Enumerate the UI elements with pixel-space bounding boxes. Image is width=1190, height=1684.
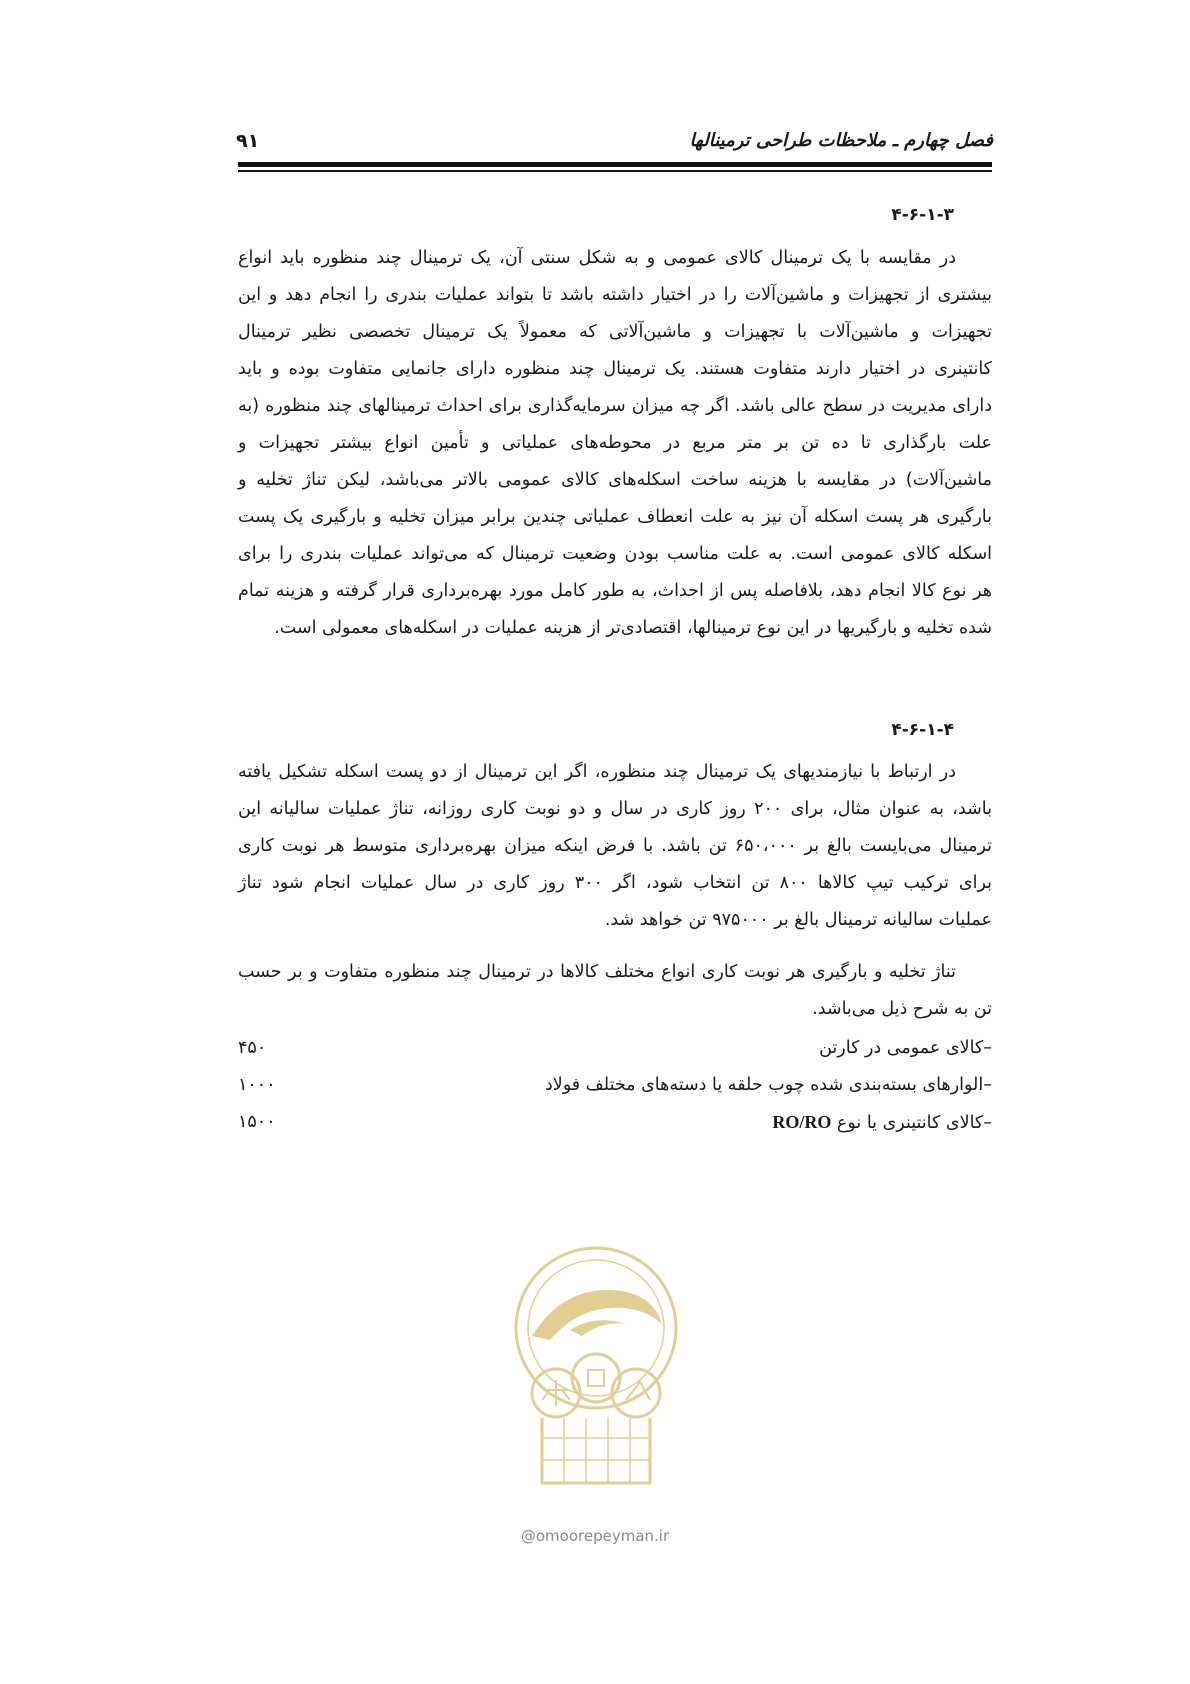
- watermark-url: @omoorepeyman.ir: [520, 1527, 670, 1545]
- ro-ro-label: RO/RO: [772, 1112, 832, 1132]
- paragraph-line: اسکله کالای عمومی است. به علت مناسب بودن وضعیت ترمینال که می‌تواند عملیات بندری را برای: [238, 544, 992, 564]
- paragraph-line: تن به شرح ذیل می‌باشد.: [812, 999, 992, 1019]
- paragraph-line: کانتینری در اختیار دارند متفاوت هستند. یک ترمینال چند منظوره دارای جانمایی متفاوت بوده و باید: [238, 359, 992, 379]
- header-rule-thin: [238, 170, 992, 172]
- section-heading-4-6-1-3: ۴-۶-۱-۳: [891, 205, 954, 225]
- section-heading-4-6-1-4: ۴-۶-۱-۴: [891, 720, 954, 740]
- section2-paragraph-2: [238, 954, 992, 1028]
- list-item-label: –کالای عمومی در کارتن: [819, 1038, 992, 1058]
- list-item-value: ۱۰۰۰: [238, 1075, 276, 1095]
- paragraph-line: در ارتباط با نیازمندیهای یک ترمینال چند منظوره، اگر این ترمینال از دو پست اسکله تشکیل یافته: [238, 762, 956, 782]
- list-item: [238, 1075, 992, 1111]
- paragraph-line: هر نوع کالا انجام دهد، بلافاصله پس از احداث، به طور کامل مورد بهره‌برداری قرار گرفته و هزینه تمام: [238, 581, 992, 601]
- paragraph-line: ترمینال می‌بایست بالغ بر ۶۵۰،۰۰۰ تن باشد. با فرض اینکه میزان بهره‌برداری متوسط هر نوبت کاری: [238, 836, 992, 856]
- paragraph-line: تناژ تخلیه و بارگیری هر نوبت کاری انواع مختلف کالاها در ترمینال چند منظوره متفاوت و بر حسب: [238, 962, 956, 982]
- paragraph-line: بارگیری هر پست اسکله آن نیز به علت انعطاف عملیاتی چندین برابر میزان تخلیه و بارگیری یک پست: [238, 507, 992, 527]
- header-rule-thick: [238, 162, 992, 167]
- paragraph-line: بیشتری از تجهیزات و ماشین‌آلات را در اختیار داشته باشد تا بتواند عملیات بندری را انجام دهد و این: [238, 285, 992, 305]
- list-item-value: ۱۵۰۰: [238, 1112, 276, 1132]
- section2-paragraph-1: [238, 754, 992, 939]
- paragraph-line: در مقایسه با یک ترمینال کالای عمومی و به شکل سنتی آن، یک ترمینال چند منظوره باید انواع: [238, 248, 956, 268]
- paragraph-line: برای ترکیب تیپ کالاها ۸۰۰ تن انتخاب شود، اگر ۳۰۰ روز کاری در سال عملیات انجام شود تناژ: [238, 873, 992, 893]
- list-item-value: ۴۵۰: [238, 1038, 267, 1058]
- paragraph-line: تجهیزات و ماشین‌آلات با تجهیزات و ماشین‌آلاتی که معمولاً یک ترمینال تخصصی نظیر ترمینال: [238, 322, 992, 342]
- chapter-title: فصل چهارم ـ ملاحظات طراحی ترمینالها: [689, 130, 993, 151]
- paragraph-line: ماشین‌آلات) در مقایسه با هزینه ساخت اسکله‌های کالای عمومی بالاتر می‌باشد، لیکن تناژ تخلیه و: [238, 470, 992, 490]
- paragraph-line: عملیات سالیانه ترمینال بالغ بر ۹۷۵۰۰۰ تن خواهد شد.: [604, 910, 992, 930]
- paragraph-line: دارای مدیریت در سطح عالی باشد. اگر چه میزان سرمایه‌گذاری برای احداث ترمینالهای چند منظوره (به: [238, 396, 992, 416]
- section1-paragraph: [238, 240, 992, 647]
- list-item-label: –الوارهای بسته‌بندی شده چوب حلقه یا دسته‌های مختلف فولاد: [544, 1075, 992, 1095]
- list-item-label: –کالای کانتینری یا نوع RO/RO: [772, 1112, 992, 1133]
- paragraph-line: باشد، به عنوان مثال، برای ۲۰۰ روز کاری در سال و دو نوبت کاری روزانه، تناژ عملیات سالیانه این: [238, 799, 992, 819]
- list-item: [238, 1038, 992, 1074]
- omoore-peyman-logo: [492, 1228, 700, 1498]
- page-number: ۹۱: [236, 130, 260, 152]
- paragraph-line: شده تخلیه و بارگیریها در این نوع ترمینالها، اقتصادی‌تر از هزینه عملیات در اسکله‌های معمولی است.: [274, 618, 992, 638]
- paragraph-line: علت بارگذاری تا ده تن بر متر مربع در محوطه‌های عملیاتی و تأمین انواع بیشتر تجهیزات و: [238, 433, 992, 453]
- list-item: [238, 1112, 992, 1148]
